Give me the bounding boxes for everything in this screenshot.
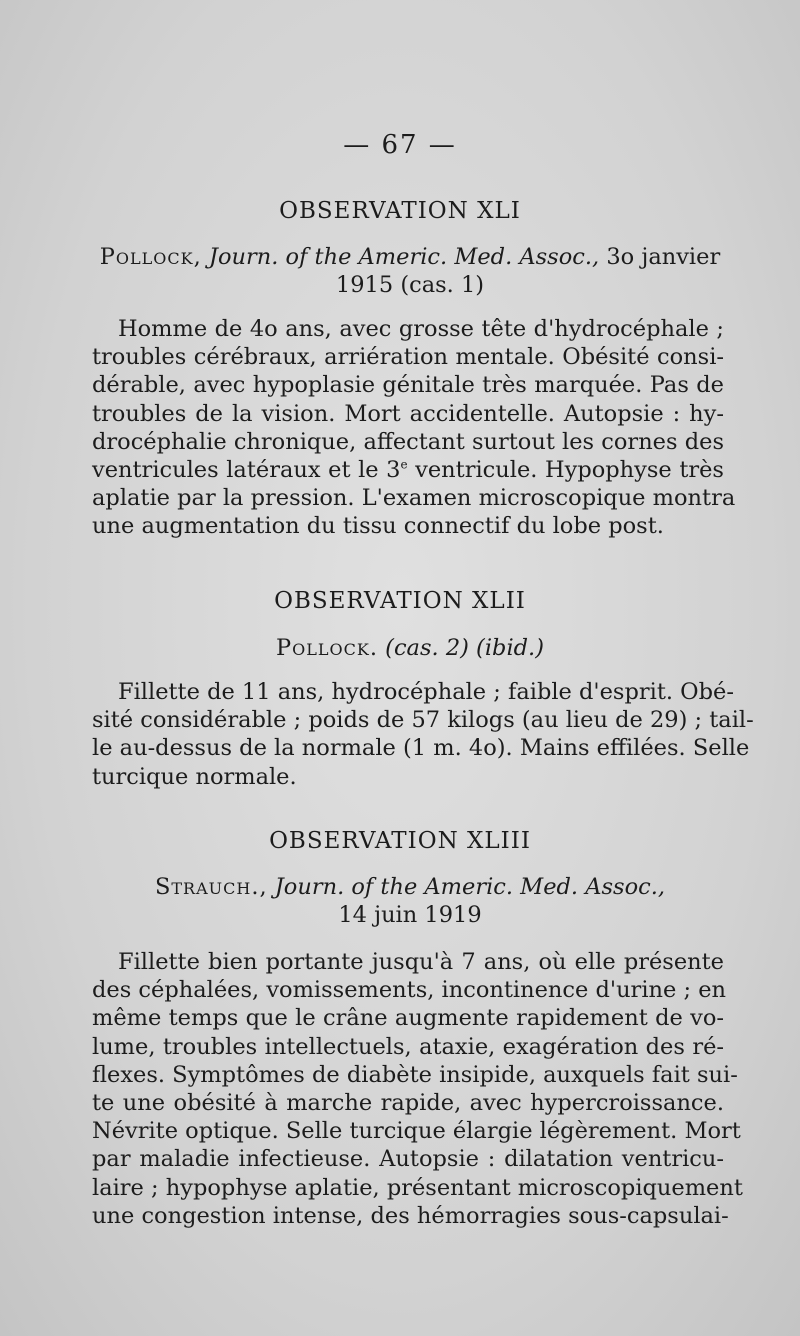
text-line: drocéphalie chronique, affectant surtout les cornes des <box>92 428 724 455</box>
text-line: laire ; hypophyse aplatie, présentant microscopiquement <box>92 1174 743 1201</box>
text-line: te une obésité à marche rapide, avec hypercroissance. <box>92 1090 724 1117</box>
text-line: turcique normale. <box>92 763 297 790</box>
observation-41-heading: OBSERVATION XLI <box>279 198 521 224</box>
superscript: e <box>400 457 408 472</box>
reference-case: (cas. 2) (ibid.) <box>385 635 544 661</box>
text-line: Fillette de 11 ans, hydrocéphale ; faible d'esprit. Obé- <box>118 679 734 705</box>
reference-date: 3o janvier <box>606 244 721 270</box>
text-line: aplatie par la pression. L'examen microscopique montra <box>92 485 736 512</box>
text-line: dérable, avec hypoplasie génitale très marquée. Pas de <box>92 372 724 399</box>
text-line: des céphalées, vomissements, incontinence d'urine ; en <box>92 977 727 1004</box>
text-line: même temps que le crâne augmente rapidement de vo- <box>92 1005 724 1032</box>
observation-41-reference <box>92 243 728 299</box>
reference-journal: Journ. of the Americ. Med. Assoc., <box>208 244 600 270</box>
text-line: une augmentation du tissu connectif du lobe post. <box>92 513 664 540</box>
text-line <box>92 456 724 484</box>
page-number: — 67 — <box>343 130 457 160</box>
reference-author: Strauch., <box>154 874 268 900</box>
reference-author: Pollock, <box>99 244 202 270</box>
text-line: lume, troubles intellectuels, ataxie, exagération des ré- <box>92 1033 724 1060</box>
text-line: flexes. Symptômes de diabète insipide, auxquels fait sui- <box>92 1061 738 1088</box>
text-line: sité considérable ; poids de 57 kilogs (au lieu de 29) ; tail- <box>92 707 754 734</box>
observation-43-text <box>92 948 743 1230</box>
text-line: par maladie infectieuse. Autopsie : dilatation ventricu- <box>92 1146 724 1173</box>
text-line: Homme de 4o ans, avec grosse tête d'hydrocéphale ; <box>118 316 724 342</box>
observation-42-reference <box>92 634 728 662</box>
observation-43-reference <box>92 873 728 929</box>
observation-41-text <box>92 315 736 541</box>
text-line: Névrite optique. Selle turcique élargie légèrement. Mort <box>92 1118 741 1145</box>
observation-42-text <box>92 678 754 791</box>
reference-journal: Journ. of the Americ. Med. Assoc., <box>274 874 666 900</box>
text-line: le au-dessus de la normale (1 m. 4o). Mains effilées. Selle <box>92 735 750 762</box>
observation-42-heading: OBSERVATION XLII <box>274 588 526 614</box>
text-line: troubles de la vision. Mort accidentelle. Autopsie : hy- <box>92 400 724 427</box>
reference-date: 14 juin 1919 <box>338 902 482 928</box>
reference-author: Pollock. <box>276 635 379 661</box>
text-fragment: ventricule. Hypophyse très <box>407 457 724 484</box>
reference-year-case: 1915 (cas. 1) <box>335 272 485 298</box>
text-line: troubles cérébraux, arriération mentale. Obésité consi- <box>92 344 724 371</box>
text-line: Fillette bien portante jusqu'à 7 ans, où elle présente <box>118 949 724 975</box>
observation-43-heading: OBSERVATION XLIII <box>269 828 531 854</box>
text-line: une congestion intense, des hémorragies sous-capsulai- <box>92 1202 729 1229</box>
text-fragment: ventricules latéraux et le 3 <box>92 457 401 484</box>
